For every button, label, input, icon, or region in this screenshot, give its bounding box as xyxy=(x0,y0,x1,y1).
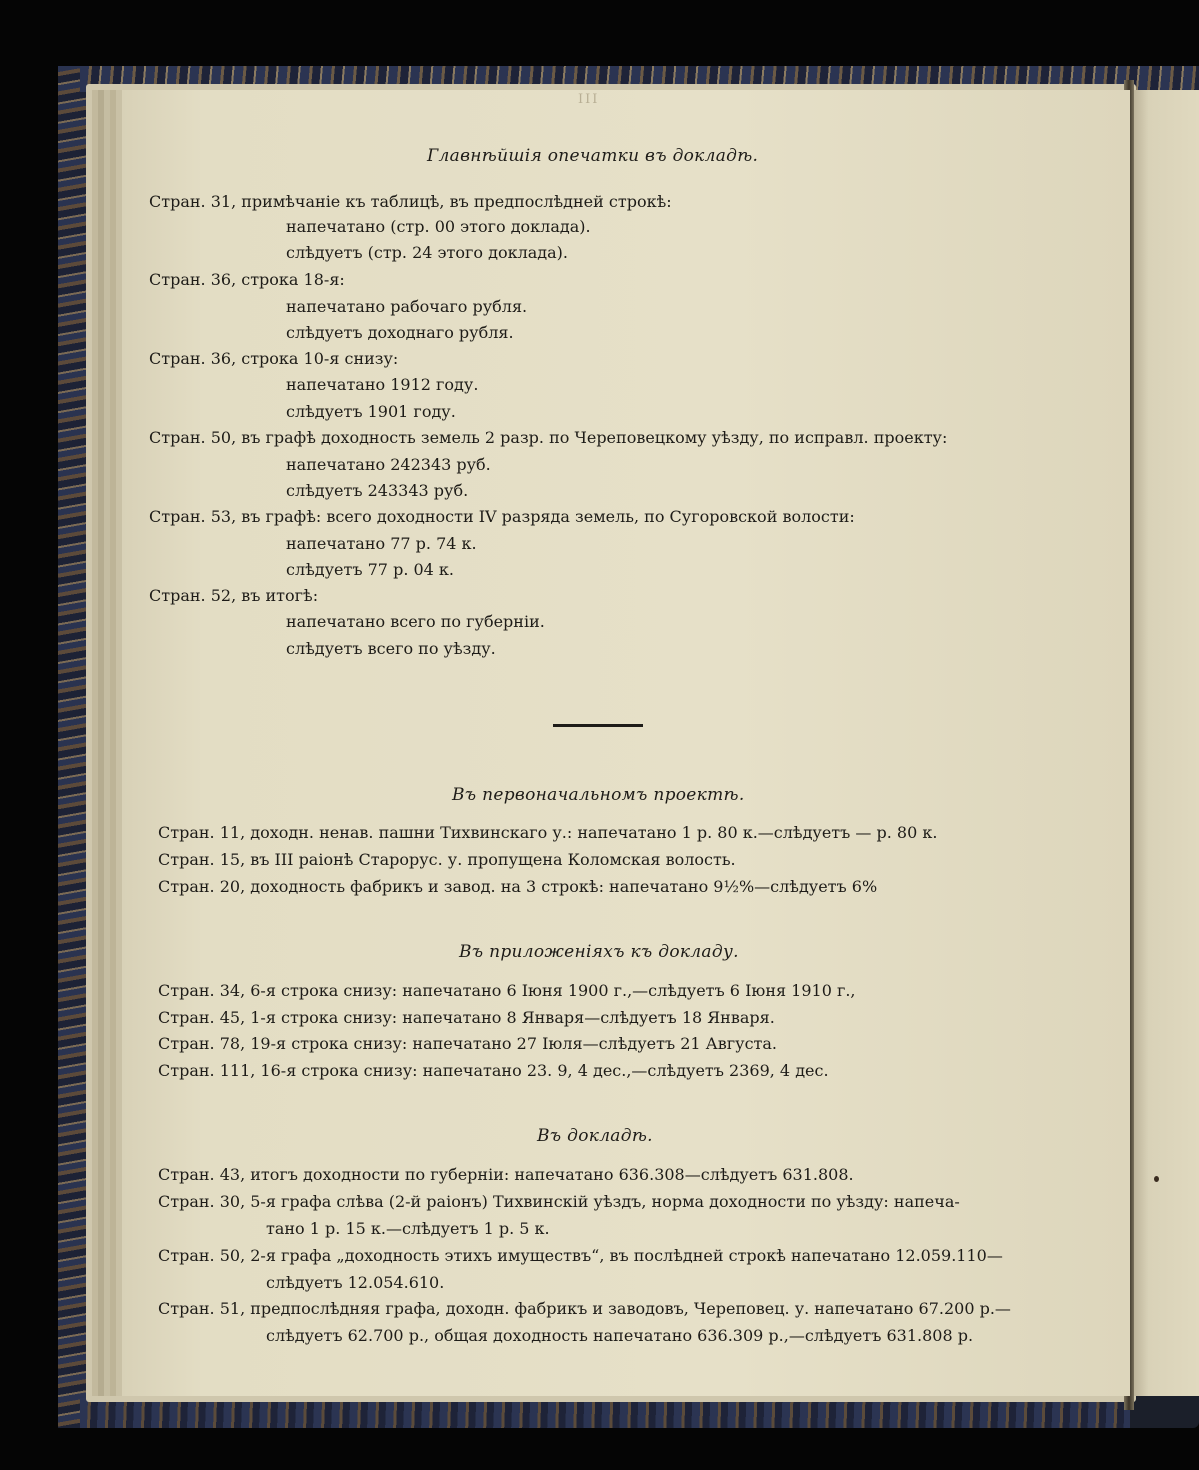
errata-line: Стран. 30, 5-я графа слѣва (2-й раіонъ) Тихвинскій уѣздъ, норма доходности по уѣзду: напеча- xyxy=(158,1192,960,1211)
errata-entry-heading: Стран. 31, примѣчаніе къ таблицѣ, въ предпослѣдней строкѣ: xyxy=(149,192,672,211)
section-divider xyxy=(553,724,643,727)
errata-line: Стран. 15, въ III раіонѣ Старорус. у. пропущена Коломская волость. xyxy=(158,850,736,869)
errata-correct: слѣдуетъ 243343 руб. xyxy=(286,481,469,500)
section-title-appendix: Въ приложеніяхъ къ докладу. xyxy=(459,942,739,962)
errata-line: Стран. 78, 19-я строка снизу: напечатано 27 Іюля—слѣдуетъ 21 Августа. xyxy=(158,1034,778,1053)
facing-page-edge xyxy=(1132,90,1199,1396)
errata-correct: слѣдуетъ (стр. 24 этого доклада). xyxy=(286,243,568,262)
errata-printed: напечатано 242343 руб. xyxy=(286,455,491,474)
errata-entry-heading: Стран. 36, строка 10-я снизу: xyxy=(149,349,399,368)
errata-printed: напечатано всего по губерніи. xyxy=(286,612,545,631)
errata-correct: слѣдуетъ доходнаго рубля. xyxy=(286,323,514,342)
section-title-project: Въ первоначальномъ проектѣ. xyxy=(452,785,745,805)
marbled-cover-bottom xyxy=(80,1398,1130,1428)
errata-line-continuation: слѣдуетъ 12.054.610. xyxy=(266,1273,445,1292)
errata-line: Стран. 45, 1-я строка снизу: напечатано 8 Января—слѣдуетъ 18 Января. xyxy=(158,1008,775,1027)
errata-line: Стран. 51, предпослѣдняя графа, доходн. фабрикъ и заводовъ, Череповец. у. напечатано 67.200 р.— xyxy=(158,1299,1011,1318)
errata-entry-heading: Стран. 53, въ графѣ: всего доходности IV разряда земель, по Сугоровской волости: xyxy=(149,507,855,526)
section-title-report: Въ докладѣ. xyxy=(537,1126,653,1146)
errata-line-continuation: тано 1 р. 15 к.—слѣдуетъ 1 р. 5 к. xyxy=(266,1219,550,1238)
errata-printed: напечатано 1912 году. xyxy=(286,375,479,394)
errata-entry-heading: Стран. 52, въ итогѣ: xyxy=(149,586,319,605)
paper-spot xyxy=(1154,1176,1159,1182)
errata-correct: слѣдуетъ 1901 году. xyxy=(286,402,456,421)
errata-line-continuation: слѣдуетъ 62.700 р., общая доходность напечатано 636.309 р.,—слѣдуетъ 631.808 р. xyxy=(266,1326,974,1345)
page-title: Главнѣйшія опечатки въ докладѣ. xyxy=(427,146,759,166)
errata-line: Стран. 34, 6-я строка снизу: напечатано 6 Іюня 1900 г.,—слѣдуетъ 6 Іюня 1910 г., xyxy=(158,981,856,1000)
errata-line: Стран. 43, итогъ доходности по губерніи: напечатано 636.308—слѣдуетъ 631.808. xyxy=(158,1165,854,1184)
errata-line: Стран. 11, доходн. ненав. пашни Тихвинскаго у.: напечатано 1 р. 80 к.—слѣдуетъ — р. 80 к. xyxy=(158,823,938,842)
errata-printed: напечатано (стр. 00 этого доклада). xyxy=(286,217,591,236)
errata-printed: напечатано 77 р. 74 к. xyxy=(286,534,477,553)
errata-line: Стран. 50, 2-я графа „доходность этихъ имуществъ“, въ послѣдней строкѣ напечатано 12.059.110— xyxy=(158,1246,1003,1265)
errata-entry-heading: Стран. 36, строка 18-я: xyxy=(149,270,345,289)
errata-entry-heading: Стран. 50, въ графѣ доходность земель 2 разр. по Череповецкому уѣзду, по исправл. проекту: xyxy=(149,428,948,447)
errata-printed: напечатано рабочаго рубля. xyxy=(286,297,528,316)
errata-line: Стран. 20, доходность фабрикъ и завод. на 3 строкѣ: напечатано 9½%—слѣдуетъ 6% xyxy=(158,877,878,896)
errata-line: Стран. 111, 16-я строка снизу: напечатано 23. 9, 4 дес.,—слѣдуетъ 2369, 4 дес. xyxy=(158,1061,829,1080)
errata-correct: слѣдуетъ 77 р. 04 к. xyxy=(286,560,455,579)
errata-correct: слѣдуетъ всего по уѣзду. xyxy=(286,639,496,658)
page-number: III xyxy=(578,92,600,107)
